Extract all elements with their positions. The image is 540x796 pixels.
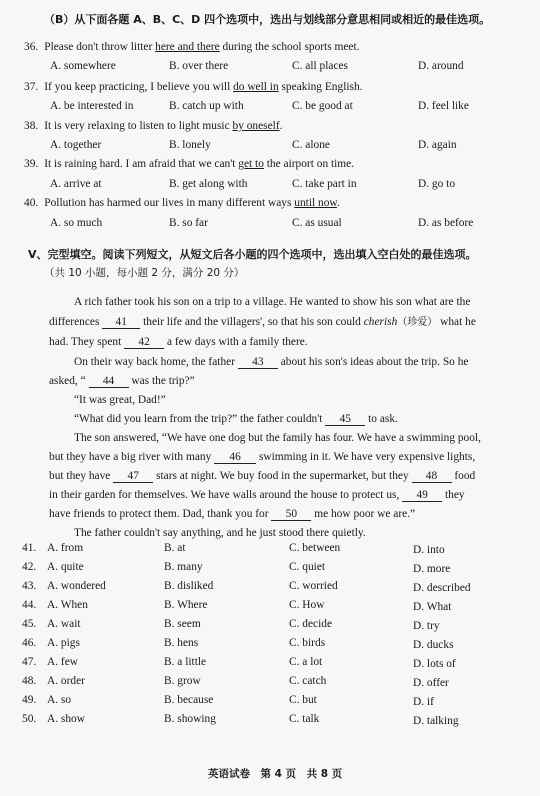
stem-text: Pollution has harmed our lives in many different ways: [44, 197, 295, 209]
passage-text: differences: [49, 316, 103, 328]
passage-line: The son answered, “We have one dog but the family has four. We have a swimming pool,: [74, 432, 481, 444]
option-b[interactable]: B. over there: [169, 60, 229, 72]
option-a[interactable]: A. be interested in: [50, 100, 134, 112]
option-c[interactable]: C. catch: [289, 675, 327, 687]
option-c[interactable]: C. as usual: [292, 217, 342, 229]
stem-text: It is raining hard. I am afraid that we can't: [44, 158, 239, 170]
question-stem: [24, 157, 354, 171]
passage-line: [49, 335, 308, 349]
option-a[interactable]: A. somewhere: [50, 60, 116, 72]
option-d[interactable]: D. again: [418, 139, 457, 151]
option-c[interactable]: C. but: [289, 694, 317, 706]
passage-text: their life and the villagers', so that his son could: [140, 316, 364, 328]
option-a[interactable]: A. arrive at: [50, 178, 102, 190]
passage-line: [74, 412, 398, 426]
question-number: 50.: [22, 713, 37, 725]
blank-45[interactable]: 45: [325, 413, 365, 426]
passage-text: asked, “: [49, 375, 89, 387]
question-stem: [24, 80, 363, 94]
option-b[interactable]: B. a little: [164, 656, 207, 668]
blank-46[interactable]: 46: [214, 451, 256, 464]
question-number: 42.: [22, 561, 37, 573]
question-number: 38.: [24, 120, 39, 132]
blank-43[interactable]: 43: [238, 356, 278, 369]
option-a[interactable]: A. quite: [47, 561, 84, 573]
option-a[interactable]: A. order: [47, 675, 85, 687]
option-c[interactable]: C. alone: [292, 139, 330, 151]
question-number: 39.: [24, 158, 39, 170]
stem-text: If you keep practicing, I believe you will: [44, 81, 234, 93]
option-b[interactable]: B. many: [164, 561, 203, 573]
passage-text: what he: [437, 316, 476, 328]
option-d[interactable]: D. into: [413, 544, 445, 556]
stem-text: It is very relaxing to listen to light music: [44, 120, 233, 132]
passage-text: but they have: [49, 470, 114, 482]
option-c[interactable]: C. birds: [289, 637, 326, 649]
option-d[interactable]: D. offer: [413, 677, 449, 689]
option-b[interactable]: B. lonely: [169, 139, 211, 151]
passage-text: but they have a big river with many: [49, 451, 215, 463]
option-c[interactable]: C. be good at: [292, 100, 353, 112]
option-d[interactable]: D. talking: [413, 715, 459, 727]
question-number: 45.: [22, 618, 37, 630]
option-a[interactable]: A. few: [47, 656, 78, 668]
option-b[interactable]: B. so far: [169, 217, 208, 229]
stem-text: speaking English.: [278, 81, 363, 93]
option-c[interactable]: C. decide: [289, 618, 333, 630]
passage-line: The father couldn't say anything, and he just stood there quietly.: [74, 527, 366, 539]
option-b[interactable]: B. grow: [164, 675, 201, 687]
option-d[interactable]: D. What: [413, 601, 452, 613]
option-a[interactable]: A. together: [50, 139, 102, 151]
option-c[interactable]: C. talk: [289, 713, 320, 725]
page-footer: 英语试卷 第 4 页 共 8 页: [208, 768, 343, 780]
option-b[interactable]: B. at: [164, 542, 186, 554]
question-number: 44.: [22, 599, 37, 611]
passage-text: food: [451, 470, 476, 482]
option-c[interactable]: C. How: [289, 599, 325, 611]
underlined-phrase: until now: [294, 197, 337, 209]
passage-text: a few days with a family there.: [164, 336, 308, 348]
option-b[interactable]: B. get along with: [169, 178, 248, 190]
passage-line: [49, 507, 415, 521]
stem-text: .: [279, 120, 283, 132]
stem-text: Please don't throw litter: [44, 41, 156, 53]
blank-47[interactable]: 47: [113, 470, 153, 483]
passage-chinese-gloss: （珍爱）: [397, 317, 438, 328]
question-stem: [24, 119, 283, 133]
passage-line: [49, 374, 195, 388]
section-v-title: V、完型填空。阅读下列短文，从短文后各小题的四个选项中，选出填入空白处的最佳选项。: [28, 248, 477, 261]
passage-line: A rich father took his son on a trip to a village. He wanted to show his son what are the: [74, 296, 471, 308]
question-number: 41.: [22, 542, 37, 554]
option-b[interactable]: B. because: [164, 694, 214, 706]
option-a[interactable]: A. wait: [47, 618, 81, 630]
blank-44[interactable]: 44: [89, 375, 129, 388]
option-a[interactable]: A. so: [47, 694, 72, 706]
option-d[interactable]: D. described: [413, 582, 471, 594]
blank-42[interactable]: 42: [124, 336, 164, 349]
option-c[interactable]: C. between: [289, 542, 341, 554]
option-b[interactable]: B. seem: [164, 618, 201, 630]
passage-text: On their way back home, the father: [74, 356, 238, 368]
question-number: 46.: [22, 637, 37, 649]
passage-italic: cherish: [363, 316, 398, 328]
option-a[interactable]: A. from: [47, 542, 84, 554]
blank-41[interactable]: 41: [102, 316, 140, 329]
option-b[interactable]: B. showing: [164, 713, 216, 725]
question-stem: [24, 40, 360, 54]
question-number: 47.: [22, 656, 37, 668]
question-number: 43.: [22, 580, 37, 592]
option-d[interactable]: D. lots of: [413, 658, 456, 670]
option-d[interactable]: D. around: [418, 60, 464, 72]
passage-text: in their garden for themselves. We have walls around the house to protect us,: [49, 489, 403, 501]
blank-50[interactable]: 50: [271, 508, 311, 521]
option-c[interactable]: C. quiet: [289, 561, 326, 573]
option-d[interactable]: D. feel like: [418, 100, 469, 112]
question-number: 40.: [24, 197, 39, 209]
passage-text: had. They spent: [49, 336, 125, 348]
option-b[interactable]: B. disliked: [164, 580, 214, 592]
option-d[interactable]: D. go to: [418, 178, 456, 190]
question-number: 36.: [24, 41, 39, 53]
passage-line: “It was great, Dad!”: [74, 394, 166, 406]
passage-text: stars at night. We buy food in the supermarket, but they: [153, 470, 412, 482]
option-c[interactable]: C. take part in: [292, 178, 357, 190]
passage-text: they: [442, 489, 465, 501]
stem-text: .: [336, 197, 340, 209]
option-c[interactable]: C. a lot: [289, 656, 323, 668]
blank-48[interactable]: 48: [412, 470, 452, 483]
option-a[interactable]: A. show: [47, 713, 85, 725]
option-d[interactable]: D. if: [413, 696, 434, 708]
option-d[interactable]: D. more: [413, 563, 451, 575]
option-d[interactable]: D. try: [413, 620, 440, 632]
passage-text: me how poor we are.”: [311, 508, 416, 520]
underlined-phrase: by oneself: [232, 120, 280, 132]
passage-line: [49, 315, 476, 330]
passage-text: was the trip?”: [128, 375, 195, 387]
passage-line: [74, 355, 468, 369]
passage-line: [49, 469, 475, 483]
option-c[interactable]: C. all places: [292, 60, 348, 72]
option-a[interactable]: A. wondered: [47, 580, 106, 592]
passage-text: to ask.: [365, 413, 398, 425]
option-b[interactable]: B. hens: [164, 637, 199, 649]
option-c[interactable]: C. worried: [289, 580, 338, 592]
option-a[interactable]: A. When: [47, 599, 88, 611]
option-d[interactable]: D. as before: [418, 217, 474, 229]
passage-text: about his son's ideas about the trip. So he: [277, 356, 469, 368]
option-a[interactable]: A. pigs: [47, 637, 80, 649]
passage-line: [49, 488, 465, 502]
option-b[interactable]: B. catch up with: [169, 100, 244, 112]
passage-text: “What did you learn from the trip?” the father couldn't: [74, 413, 326, 425]
underlined-phrase: do well in: [233, 81, 279, 93]
option-b[interactable]: B. Where: [164, 599, 208, 611]
question-stem: [24, 196, 340, 210]
blank-49[interactable]: 49: [402, 489, 442, 502]
question-number: 48.: [22, 675, 37, 687]
passage-line: [49, 450, 475, 464]
option-a[interactable]: A. so much: [50, 217, 103, 229]
underlined-phrase: get to: [238, 158, 264, 170]
question-number: 37.: [24, 81, 39, 93]
passage-text: have friends to protect them. Dad, thank you for: [49, 508, 272, 520]
question-number: 49.: [22, 694, 37, 706]
stem-text: the airport on time.: [263, 158, 355, 170]
option-d[interactable]: D. ducks: [413, 639, 454, 651]
passage-text: swimming in it. We have very expensive lights,: [256, 451, 476, 463]
stem-text: during the school sports meet.: [219, 41, 360, 53]
section-v-subtitle: （共 10 小题，每小题 2 分，满分 20 分）: [44, 267, 245, 279]
section-b-instruction: （B）从下面各题 A、B、C、D 四个选项中，选出与划线部分意思相同或相近的最佳选项。: [44, 13, 491, 26]
underlined-phrase: here and there: [155, 41, 220, 53]
